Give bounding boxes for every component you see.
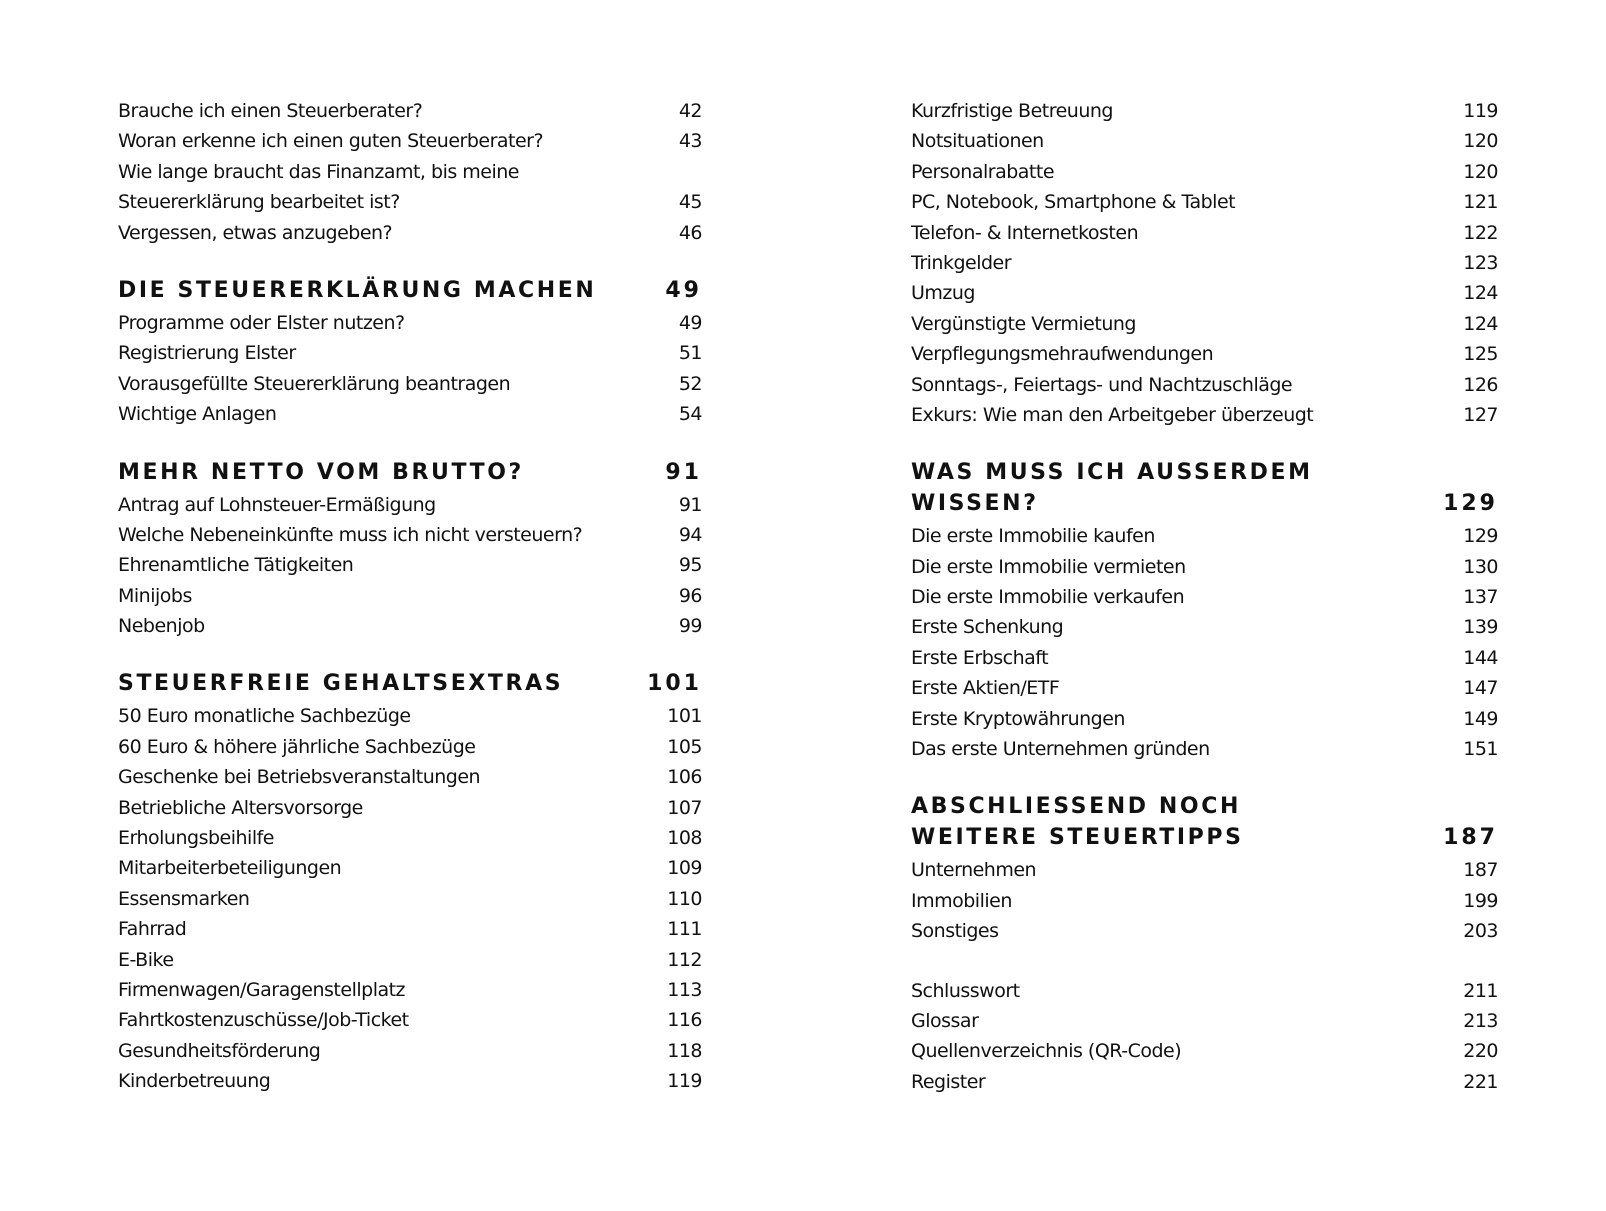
toc-entry-title: 60 Euro & höhere jährliche Sachbezüge [118,735,476,758]
toc-entry-page: 107 [667,796,702,819]
toc-entry-title: Erste Schenkung [911,616,1064,639]
toc-entry[interactable] [118,611,702,641]
toc-entry[interactable] [911,704,1498,734]
toc-entry-page: 211 [1463,979,1498,1002]
toc-entry-title: Die erste Immobilie vermieten [911,555,1186,578]
toc-entry-page: 99 [678,615,702,638]
toc-entry-page: 118 [667,1039,702,1062]
toc-entry-title: Kinderbetreuung [118,1070,271,1093]
toc-entry-page: 147 [1463,677,1498,700]
section-heading[interactable] [118,275,702,306]
toc-entry-page: 52 [678,372,702,395]
toc-entry-page: 106 [667,766,702,789]
toc-entry-title: Personalrabatte [911,160,1055,183]
toc-entry[interactable] [911,278,1498,308]
toc-entry-title: Betriebliche Altersvorsorge [118,796,363,819]
toc-entry[interactable] [118,853,702,883]
toc-entry-page: 111 [667,918,702,941]
toc-entry-page: 127 [1463,403,1498,426]
toc-entry[interactable] [118,157,702,187]
toc-appendix-list [911,976,1498,1098]
toc-entry[interactable] [118,490,702,520]
toc-entry-title: Ehrenamtliche Tätigkeiten [118,554,354,577]
toc-entry-title: Unternehmen [911,859,1037,882]
toc-entry[interactable] [911,916,1498,946]
toc-entry[interactable] [118,914,702,944]
toc-entry-page: 124 [1463,312,1498,335]
toc-entry[interactable] [911,218,1498,248]
section-page: 49 [665,277,702,303]
toc-entry[interactable] [118,187,702,217]
toc-entry[interactable] [118,1005,702,1035]
toc-entry-page: 120 [1463,160,1498,183]
toc-entry-page: 119 [667,1070,702,1093]
section-title: MEHR NETTO VOM BRUTTO? [118,459,524,485]
toc-entry-page: 129 [1463,525,1498,548]
toc-entry[interactable] [911,673,1498,703]
toc-entry[interactable] [118,399,702,429]
toc-entry-title: Register [911,1070,986,1093]
toc-entry[interactable] [118,975,702,1005]
section-heading[interactable] [911,791,1498,853]
section-title: STEUERFREIE GEHALTSEXTRAS [118,671,564,697]
toc-entry[interactable] [911,187,1498,217]
toc-entry-title: E-Bike [118,948,174,971]
toc-left-column [118,96,702,1097]
toc-entry-page: 113 [667,978,702,1001]
toc-entry-title: Die erste Immobilie verkaufen [911,586,1185,609]
toc-entry-title: Essensmarken [118,887,250,910]
toc-entry[interactable] [118,96,702,126]
toc-entry-page: 101 [667,705,702,728]
toc-entry-title: Notsituationen [911,130,1044,153]
toc-entry-title: Welche Nebeneinkünfte muss ich nicht versteuern? [118,523,583,546]
toc-entry-page: 187 [1463,859,1498,882]
toc-entry[interactable] [118,884,702,914]
toc-entry-title: Steuererklärung bearbeitet ist? [118,191,400,214]
section-heading[interactable] [118,457,702,488]
toc-entry-page: 123 [1463,251,1498,274]
toc-entry-title: Sonntags-, Feiertags- und Nachtzuschläge [911,373,1293,396]
toc-entry-page: 126 [1463,373,1498,396]
toc-entry-title: Antrag auf Lohnsteuer-Ermäßigung [118,493,436,516]
toc-entry-page: 220 [1463,1040,1498,1063]
toc-entry[interactable] [118,308,702,338]
toc-entry-page: 122 [1463,221,1498,244]
toc-entry[interactable] [118,1066,702,1096]
toc-entry-page: 144 [1463,646,1498,669]
toc-entry-title: Registrierung Elster [118,342,296,365]
toc-entry[interactable] [118,762,702,792]
toc-entry-page: 121 [1463,191,1498,214]
toc-entry-title: Firmenwagen/Garagenstellplatz [118,978,406,1001]
toc-entry-title: Vorausgefüllte Steuererklärung beantragen [118,372,511,395]
toc-entry-page: 213 [1463,1009,1498,1032]
toc-entry-page: 43 [678,130,702,153]
toc-entry-page: 151 [1463,738,1498,761]
toc-entry[interactable] [911,1036,1498,1066]
toc-entry[interactable] [911,582,1498,612]
toc-entry[interactable] [911,370,1498,400]
toc-entry-title: Quellenverzeichnis (QR-Code) [911,1040,1182,1063]
toc-entry[interactable] [118,793,702,823]
toc-entry-page: 119 [1463,100,1498,122]
toc-entry[interactable] [911,643,1498,673]
toc-entry-title: Erholungsbeihilfe [118,827,274,850]
toc-entry-title: 50 Euro monatliche Sachbezüge [118,705,411,728]
toc-entry-page: 45 [678,191,702,214]
toc-entry-title: Schlusswort [911,979,1020,1002]
toc-entry[interactable] [118,369,702,399]
section-title: DIE STEUERERKLÄRUNG MACHEN [118,277,597,303]
toc-entry-title: Exkurs: Wie man den Arbeitgeber überzeugt [911,403,1314,426]
toc-right-column [911,96,1498,1097]
toc-entry-title: Immobilien [911,889,1012,912]
section-page: 91 [665,459,702,485]
toc-entry-title: Verpflegungsmehraufwendungen [911,343,1214,366]
toc-entry[interactable] [911,400,1498,430]
toc-entry-page: 120 [1463,130,1498,153]
toc-entry[interactable] [911,612,1498,642]
section-page: 187 [1443,825,1498,851]
toc-entry-page: 139 [1463,616,1498,639]
toc-entry-title: Nebenjob [118,615,205,638]
section-page: 129 [1443,491,1498,517]
toc-entry[interactable] [118,126,702,156]
toc-entry[interactable] [911,339,1498,369]
toc-entry-title: Das erste Unternehmen gründen [911,738,1210,761]
section-title-line: ABSCHLIESSEND NOCH [911,794,1241,820]
section-title-line: WEITERE STEUERTIPPS [911,825,1244,851]
toc-entry-page: 125 [1463,343,1498,366]
toc-entry[interactable] [911,248,1498,278]
toc-entry-title: Erste Erbschaft [911,646,1049,669]
toc-entry[interactable] [911,886,1498,916]
toc-entry-title: Minijobs [118,584,192,607]
toc-entry-title: Kurzfristige Betreuung [911,100,1113,122]
toc-entry-page: 110 [667,887,702,910]
toc-entry-title: Erste Kryptowährungen [911,707,1125,730]
toc-entry[interactable] [911,1006,1498,1036]
section-title [911,791,1244,853]
toc-entry-page: 137 [1463,586,1498,609]
toc-entry-page: 203 [1463,920,1498,943]
toc-entry-page: 221 [1463,1070,1498,1093]
toc-entry-title: PC, Notebook, Smartphone & Tablet [911,191,1236,214]
toc-entry-title: Wichtige Anlagen [118,403,277,426]
toc-entry[interactable] [118,823,702,853]
toc-entry[interactable] [118,581,702,611]
toc-entry-page: 149 [1463,707,1498,730]
toc-entry-title: Brauche ich einen Steuerberater? [118,100,423,122]
toc-entry-title: Gesundheitsförderung [118,1039,321,1062]
toc-entry[interactable] [911,96,1498,126]
toc-entry-page: 130 [1463,555,1498,578]
toc-entry[interactable] [118,550,702,580]
toc-entry[interactable] [911,855,1498,885]
section-title: WAS MUSS ICH AUSSERDEM WISSEN? [911,460,1313,517]
toc-entry-title: Sonstiges [911,920,999,943]
section-heading[interactable] [118,668,702,699]
toc-entry[interactable] [911,734,1498,764]
toc-entry[interactable] [911,157,1498,187]
section-page: 101 [647,671,702,697]
toc-entry-page: 46 [678,221,702,244]
toc-entry[interactable] [118,218,702,248]
toc-entry[interactable] [118,338,702,368]
toc-entry[interactable] [911,1067,1498,1097]
spacer [911,947,1498,976]
toc-entry[interactable] [118,520,702,550]
toc-entry-page: 105 [667,735,702,758]
toc-entry-title: Trinkgelder [911,251,1012,274]
toc-entry[interactable] [911,521,1498,551]
toc-entry-page: 95 [678,554,702,577]
toc-entry[interactable] [911,552,1498,582]
toc-entry-title: Woran erkenne ich einen guten Steuerberater? [118,130,544,153]
toc-entry[interactable] [118,701,702,731]
toc-entry-title: Umzug [911,282,975,305]
toc-entry-page: 199 [1463,889,1498,912]
toc-entry[interactable] [911,309,1498,339]
toc-entry-page: 109 [667,857,702,880]
toc-entry-title: Glossar [911,1009,979,1032]
toc-entry-title: Vergessen, etwas anzugeben? [118,221,393,244]
toc-entry[interactable] [118,945,702,975]
toc-entry-title: Fahrtkostenzuschüsse/Job-Ticket [118,1009,409,1032]
toc-entry-page: 112 [667,948,702,971]
toc-entry-page: 108 [667,827,702,850]
toc-entry-page: 51 [678,342,702,365]
toc-entry-title: Programme oder Elster nutzen? [118,311,405,334]
toc-entry-page: 116 [667,1009,702,1032]
toc-entry-page: 96 [678,584,702,607]
toc-entry-title: Wie lange braucht das Finanzamt, bis meine [118,160,519,183]
section-heading[interactable] [911,457,1498,519]
toc-intro-list [118,96,702,248]
toc-entry-page: 49 [678,311,702,334]
toc-entry-page: 124 [1463,282,1498,305]
toc-entry-page: 91 [678,493,702,516]
toc-intro-list [911,96,1498,430]
toc-entry[interactable] [118,732,702,762]
toc-entry-title: Erste Aktien/ETF [911,677,1060,700]
toc-entry-title: Die erste Immobilie kaufen [911,525,1155,548]
toc-entry[interactable] [911,976,1498,1006]
toc-entry-title: Mitarbeiterbeteiligungen [118,857,342,880]
toc-entry-title: Geschenke bei Betriebsveranstaltungen [118,766,481,789]
toc-entry-page: 42 [678,100,702,122]
toc-entry-title: Fahrrad [118,918,187,941]
toc-entry[interactable] [911,126,1498,156]
toc-entry[interactable] [118,1036,702,1066]
toc-entry-title: Vergünstigte Vermietung [911,312,1136,335]
toc-entry-page: 54 [678,403,702,426]
toc-entry-page: 94 [678,523,702,546]
toc-entry-title: Telefon- & Internetkosten [911,221,1139,244]
